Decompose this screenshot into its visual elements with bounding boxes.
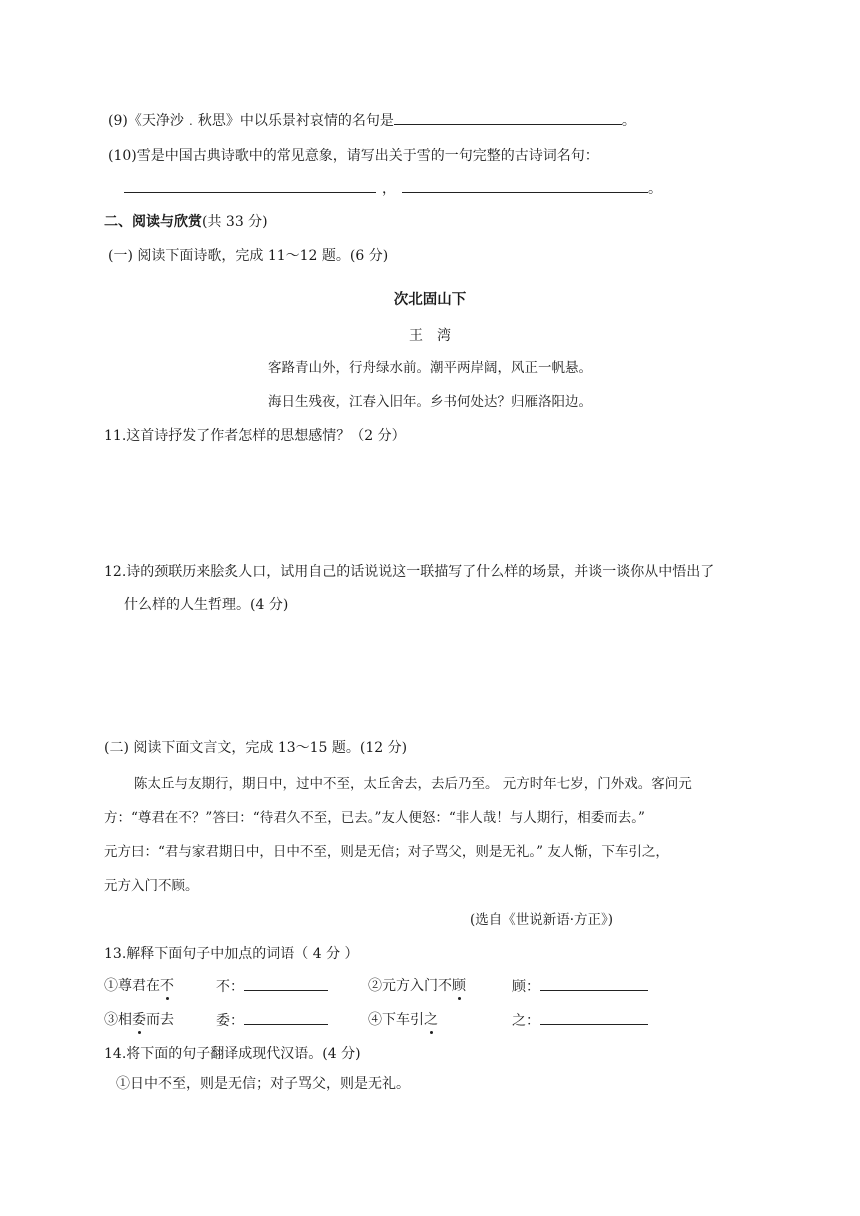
q13-item-1-label: 不：	[216, 979, 244, 995]
q13-item-2	[368, 976, 466, 996]
passage-line-1: 陈太丘与友期行，期日中，过中不至，太丘舍去，去后乃至。 元方时年七岁，门外戏。客问元	[134, 776, 692, 792]
q13-item-2-label: 顾：	[512, 979, 540, 995]
question-9-end: 。	[621, 113, 636, 129]
answer-blank-q9[interactable]	[394, 110, 622, 125]
question-14: 14.将下面的句子翻译成现代汉语。(4 分)	[104, 1046, 361, 1062]
part-2-intro: (二) 阅读下面文言文，完成 13～15 题。(12 分)	[104, 740, 408, 756]
answer-blank-q10-a[interactable]	[124, 178, 376, 193]
q13-item-3	[104, 1010, 174, 1030]
passage-source: (选自《世说新语·方正》)	[470, 912, 614, 928]
question-11: 11.这首诗抒发了作者怎样的思想感情？（2 分）	[104, 428, 406, 444]
q13-item-3-text: ③相	[104, 1012, 132, 1028]
q13-item-2-text: ②元方入门不	[368, 978, 452, 994]
answer-blank-q13-3[interactable]	[244, 1010, 328, 1025]
q13-item-1-text: ①尊君在	[104, 978, 160, 994]
q13-item-2-answer	[512, 976, 648, 997]
q13-item-3-text-end: 而去	[146, 1012, 174, 1028]
q13-item-1	[104, 976, 174, 996]
answer-blank-q13-1[interactable]	[244, 976, 328, 991]
poem-author: 王 湾	[409, 328, 451, 344]
passage-line-4: 元方入门不顾。	[104, 878, 199, 894]
passage-line-3: 元方曰：“君与家君期日中，日中不至，则是无信；对子骂父，则是无礼。” 友人惭，下车引之，	[104, 844, 669, 860]
q13-item-3-answer	[216, 1010, 328, 1031]
q13-item-4-answer	[512, 1010, 648, 1031]
question-13: 13.解释下面句子中加点的词语（ 4 分 ）	[104, 946, 359, 962]
dotted-word-3: 委	[132, 1012, 146, 1028]
passage-line-2: 方：“尊君在不？”答曰：“待君久不至，已去。”友人便怒：“非人哉！与人期行，相委而去。”	[104, 810, 645, 826]
q13-item-4-text: ④下车引	[368, 1012, 424, 1028]
q13-item-4-label: 之：	[512, 1013, 540, 1029]
q13-item-4	[368, 1010, 438, 1030]
poem-title: 次北固山下	[393, 292, 467, 308]
answer-blank-q10-b[interactable]	[402, 178, 648, 193]
section-2-title: 二、阅读与欣赏	[104, 214, 202, 230]
q13-item-1-answer	[216, 976, 328, 997]
dotted-word-2: 顾	[452, 978, 466, 994]
comma: ，	[382, 181, 396, 197]
section-2-heading	[104, 212, 268, 232]
dotted-word-4: 之	[424, 1012, 438, 1028]
q13-item-3-label: 委：	[216, 1013, 244, 1029]
question-10-text: (10)雪是中国古典诗歌中的常见意象，请写出关于雪的一句完整的古诗词名句：	[108, 148, 599, 164]
part-1-intro: (一) 阅读下面诗歌，完成 11～12 题。(6 分)	[108, 248, 389, 264]
answer-blank-q13-4[interactable]	[540, 1010, 648, 1025]
poem-line-2: 海日生残夜，江春入旧年。乡书何处达？归雁洛阳边。	[268, 394, 592, 410]
question-10-end: 。	[648, 181, 662, 197]
q14-item-1: ①日中不至，则是无信；对子骂父，则是无礼。	[116, 1076, 410, 1092]
question-9-text: (9)《天净沙﹒秋思》中以乐景衬哀情的名句是	[108, 113, 394, 129]
question-10-answer-row	[124, 178, 662, 199]
poem-line-1: 客路青山外，行舟绿水前。潮平两岸阔，风正一帆悬。	[268, 360, 592, 376]
answer-blank-q13-2[interactable]	[540, 976, 648, 991]
question-12-line-2: 什么样的人生哲理。(4 分)	[124, 597, 289, 613]
dotted-word-1: 不	[160, 978, 174, 994]
question-9	[108, 110, 636, 131]
section-2-score: (共 33 分)	[202, 214, 268, 230]
question-12-line-1: 12.诗的颈联历来脍炙人口，试用自己的话说说这一联描写了什么样的场景，并谈一谈你从中悟出了	[104, 564, 715, 580]
question-10	[108, 146, 599, 166]
